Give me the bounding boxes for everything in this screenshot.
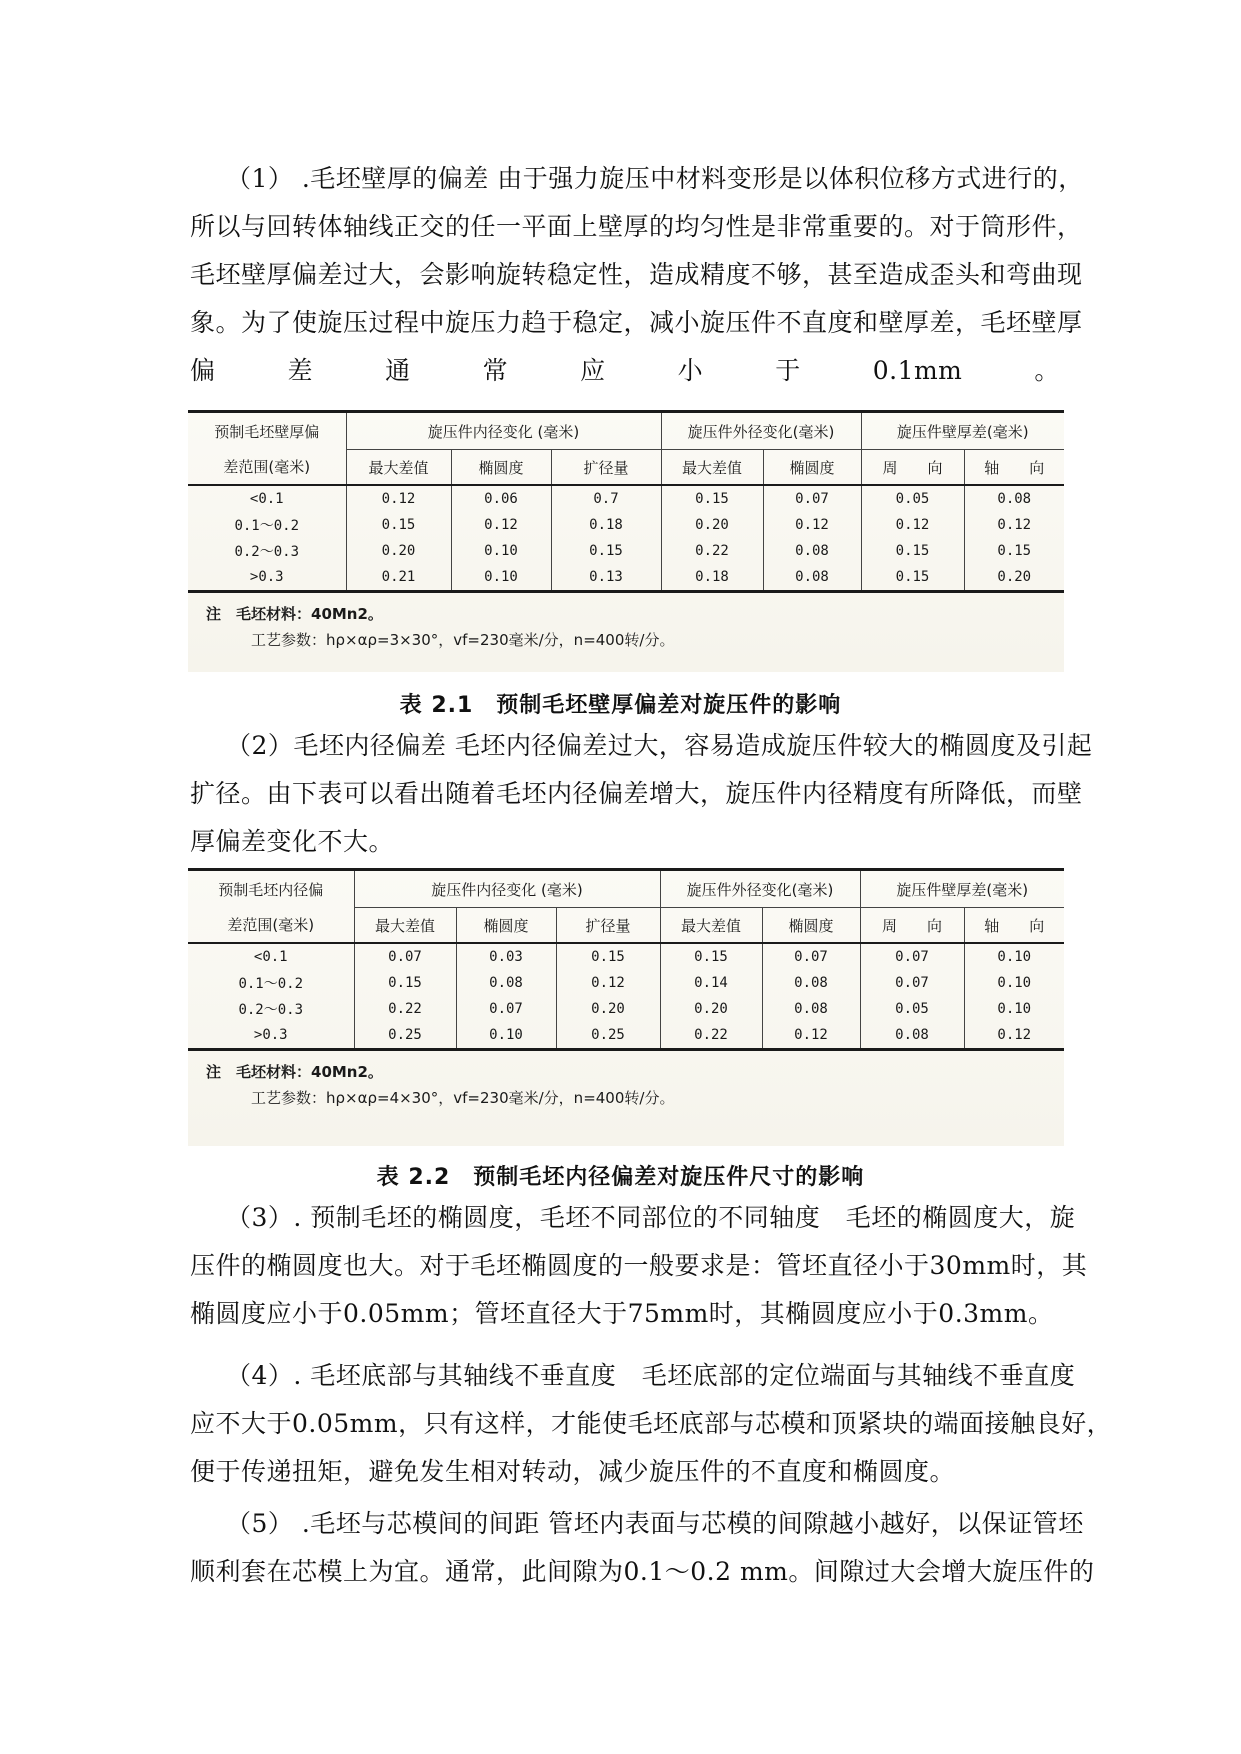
- text-line: （4）. 毛坯底部与其轴线不垂直度 毛坯底部的定位端面与其轴线不垂直度: [226, 1361, 1076, 1390]
- group-header-outer: 旋压件外径变化(毫米): [660, 870, 860, 908]
- column-header: 最大差值: [346, 450, 451, 486]
- value-cell: 0.12: [861, 512, 964, 538]
- range-cell: <0.1: [253, 949, 288, 965]
- value-cell: 0.15: [660, 943, 762, 970]
- text-line: （2）毛坯内径偏差 毛坯内径偏差过大，容易造成旋压件较大的椭圆度及引起: [226, 731, 1093, 760]
- value-cell: 0.20: [556, 996, 660, 1022]
- value-cell: 0.22: [660, 1022, 762, 1050]
- value-cell: 0.14: [660, 970, 762, 996]
- range-header-line2: 差范围(毫米): [188, 908, 354, 944]
- value-cell: 0.08: [762, 970, 860, 996]
- table-row: [188, 1022, 1064, 1050]
- range-cell: 0.2～0.3: [234, 544, 300, 560]
- group-header-inner: 旋压件内径变化 (毫米): [354, 870, 660, 908]
- word: 应: [580, 356, 606, 385]
- value-cell: 0.20: [964, 564, 1064, 592]
- value-cell: 0.07: [763, 485, 861, 512]
- text-line: 厚偏差变化不大。: [190, 827, 395, 856]
- value-cell: 0.10: [964, 970, 1064, 996]
- text-line: （1） .毛坯壁厚的偏差 由于强力旋压中材料变形是以体积位移方式进行的，: [226, 164, 1084, 193]
- text-line: 便于传递扭矩，避免发生相对转动，减少旋压件的不直度和椭圆度。: [190, 1457, 956, 1486]
- value-cell: 0.07: [860, 970, 964, 996]
- table-1-scan: [188, 410, 1064, 672]
- word: 差: [287, 356, 314, 385]
- value-cell: 0.18: [661, 564, 763, 592]
- word: 小: [677, 356, 704, 385]
- group-header-inner: 旋压件内径变化 (毫米): [346, 412, 661, 450]
- value-cell: 0.22: [354, 996, 456, 1022]
- table-row: [188, 512, 1064, 538]
- column-header: 椭圆度: [762, 908, 860, 944]
- note-parameters: 工艺参数：hρ×αρ=4×30°，vf=230毫米/分，n=400转/分。: [251, 1089, 675, 1107]
- word: 。: [1034, 356, 1060, 385]
- paragraph-wall-thickness: [190, 155, 1084, 395]
- paragraph-mandrel-clearance: [190, 1500, 1095, 1596]
- group-header-wall: 旋压件壁厚差(毫米): [860, 870, 1064, 908]
- column-header: 最大差值: [661, 450, 763, 486]
- note-parameters: 工艺参数：hρ×αρ=3×30°，vf=230毫米/分，n=400转/分。: [251, 631, 675, 649]
- table-2-caption: 表 2.2 预制毛坯内径偏差对旋压件尺寸的影响: [376, 1165, 865, 1190]
- value-cell: 0.15: [964, 538, 1064, 564]
- text-line: 毛坯壁厚偏差过大，会影响旋转稳定性，造成精度不够，甚至造成歪头和弯曲现: [190, 260, 1083, 289]
- value-cell: 0.20: [346, 538, 451, 564]
- value-cell: 0.15: [551, 538, 661, 564]
- column-header: 最大差值: [354, 908, 456, 944]
- paragraph-inner-diameter: [190, 722, 1093, 866]
- value-cell: 0.10: [964, 943, 1064, 970]
- value-cell: 0.03: [456, 943, 556, 970]
- paragraph-perpendicularity: [190, 1352, 1113, 1496]
- text-line: 顺利套在芯模上为宜。通常，此间隙为0.1～0.2 mm。间隙过大会增大旋压件的: [190, 1557, 1095, 1586]
- value-cell: 0.10: [456, 1022, 556, 1050]
- value-cell: 0.08: [762, 996, 860, 1022]
- value-cell: 0.12: [763, 512, 861, 538]
- value-cell: 0.20: [661, 512, 763, 538]
- value-cell: 0.15: [861, 564, 964, 592]
- column-header: 椭圆度: [451, 450, 551, 486]
- value-cell: 0.05: [860, 996, 964, 1022]
- value-cell: 0.10: [451, 564, 551, 592]
- text-line: 扩径。由下表可以看出随着毛坯内径偏差增大，旋压件内径精度有所降低，而壁: [190, 779, 1083, 808]
- text-line: （5） .毛坯与芯模间的间距 管坯内表面与芯模的间隙越小越好，以保证管坯: [226, 1509, 1084, 1538]
- text-line: 所以与回转体轴线正交的任一平面上壁厚的均匀性是非常重要的。对于筒形件，: [190, 212, 1083, 241]
- value-cell: 0.18: [551, 512, 661, 538]
- range-cell: 0.1～0.2: [234, 518, 300, 534]
- value-cell: 0.15: [861, 538, 964, 564]
- column-header: 周 向: [861, 450, 964, 486]
- paragraph-ovality: [190, 1194, 1088, 1338]
- value-cell: 0.12: [964, 512, 1064, 538]
- value-cell: 0.25: [354, 1022, 456, 1050]
- table-row: [188, 564, 1064, 592]
- value-cell: 0.22: [661, 538, 763, 564]
- range-header: 预制毛坯内径偏: [188, 870, 354, 908]
- note-material: 注 毛坯材料：40Mn2。: [206, 605, 383, 623]
- value-cell: 0.12: [346, 485, 451, 512]
- column-header: 扩径量: [556, 908, 660, 944]
- range-cell: 0.2～0.3: [238, 1002, 304, 1018]
- table-row: [188, 943, 1064, 970]
- table-row: [188, 970, 1064, 996]
- group-header-wall: 旋压件壁厚差(毫米): [861, 412, 1064, 450]
- value-cell: 0.15: [556, 943, 660, 970]
- column-header: 周 向: [860, 908, 964, 944]
- justified-line: [190, 347, 1060, 395]
- table-row: [188, 485, 1064, 512]
- value-cell: 0.08: [860, 1022, 964, 1050]
- column-header: 椭圆度: [763, 450, 861, 486]
- value-cell: 0.10: [964, 996, 1064, 1022]
- word: 于: [775, 356, 801, 385]
- word: 常: [482, 356, 509, 385]
- value-cell: 0.07: [456, 996, 556, 1022]
- value-cell: 0.21: [346, 564, 451, 592]
- range-header: 预制毛坯壁厚偏: [188, 412, 346, 450]
- table-2-note: [188, 1051, 1064, 1121]
- table-1-caption: 表 2.1 预制毛坯壁厚偏差对旋压件的影响: [399, 693, 842, 718]
- value-cell: 0.07: [354, 943, 456, 970]
- table-row: [188, 538, 1064, 564]
- value-cell: 0.15: [354, 970, 456, 996]
- range-header-line2: 差范围(毫米): [188, 450, 346, 486]
- range-cell: >0.3: [188, 1022, 354, 1050]
- column-header: 最大差值: [660, 908, 762, 944]
- range-cell: <0.1: [249, 491, 284, 507]
- table-2-scan: [188, 868, 1064, 1146]
- value-cell: 0.05: [861, 485, 964, 512]
- text-line: （3）. 预制毛坯的椭圆度，毛坯不同部位的不同轴度 毛坯的椭圆度大，旋: [226, 1203, 1076, 1232]
- word: 偏: [190, 356, 216, 385]
- word: 通: [385, 356, 411, 385]
- value-cell: 0.08: [763, 564, 861, 592]
- value-cell: 0.25: [556, 1022, 660, 1050]
- column-header: 轴 向: [964, 450, 1064, 486]
- note-material: 注 毛坯材料：40Mn2。: [206, 1063, 383, 1081]
- table-2: [188, 868, 1064, 1051]
- value-cell: 0.15: [661, 485, 763, 512]
- table-1: [188, 410, 1064, 593]
- table-1-note: [188, 593, 1064, 663]
- word: 0.1mm: [872, 356, 963, 385]
- value-cell: 0.7: [551, 485, 661, 512]
- group-header-outer: 旋压件外径变化(毫米): [661, 412, 861, 450]
- column-header: 椭圆度: [456, 908, 556, 944]
- text-line: 象。为了使旋压过程中旋压力趋于稳定，减小旋压件不直度和壁厚差，毛坯壁厚: [190, 308, 1083, 337]
- value-cell: 0.12: [451, 512, 551, 538]
- value-cell: 0.10: [451, 538, 551, 564]
- value-cell: 0.08: [763, 538, 861, 564]
- value-cell: 0.07: [860, 943, 964, 970]
- column-header: 扩径量: [551, 450, 661, 486]
- value-cell: 0.07: [762, 943, 860, 970]
- value-cell: 0.12: [964, 1022, 1064, 1050]
- value-cell: 0.12: [556, 970, 660, 996]
- value-cell: 0.13: [551, 564, 661, 592]
- value-cell: 0.12: [762, 1022, 860, 1050]
- table-row: [188, 996, 1064, 1022]
- value-cell: 0.08: [964, 485, 1064, 512]
- range-cell: >0.3: [188, 564, 346, 592]
- text-line: 应不大于0.05mm，只有这样，才能使毛坯底部与芯模和顶紧块的端面接触良好，: [190, 1409, 1113, 1438]
- range-cell: 0.1～0.2: [238, 976, 304, 992]
- value-cell: 0.06: [451, 485, 551, 512]
- text-line: 椭圆度应小于0.05mm；管坯直径大于75mm时，其椭圆度应小于0.3mm。: [190, 1299, 1054, 1328]
- column-header: 轴 向: [964, 908, 1064, 944]
- text-line: 压件的椭圆度也大。对于毛坯椭圆度的一般要求是：管坯直径小于30mm时，其: [190, 1251, 1088, 1280]
- value-cell: 0.15: [346, 512, 451, 538]
- value-cell: 0.08: [456, 970, 556, 996]
- value-cell: 0.20: [660, 996, 762, 1022]
